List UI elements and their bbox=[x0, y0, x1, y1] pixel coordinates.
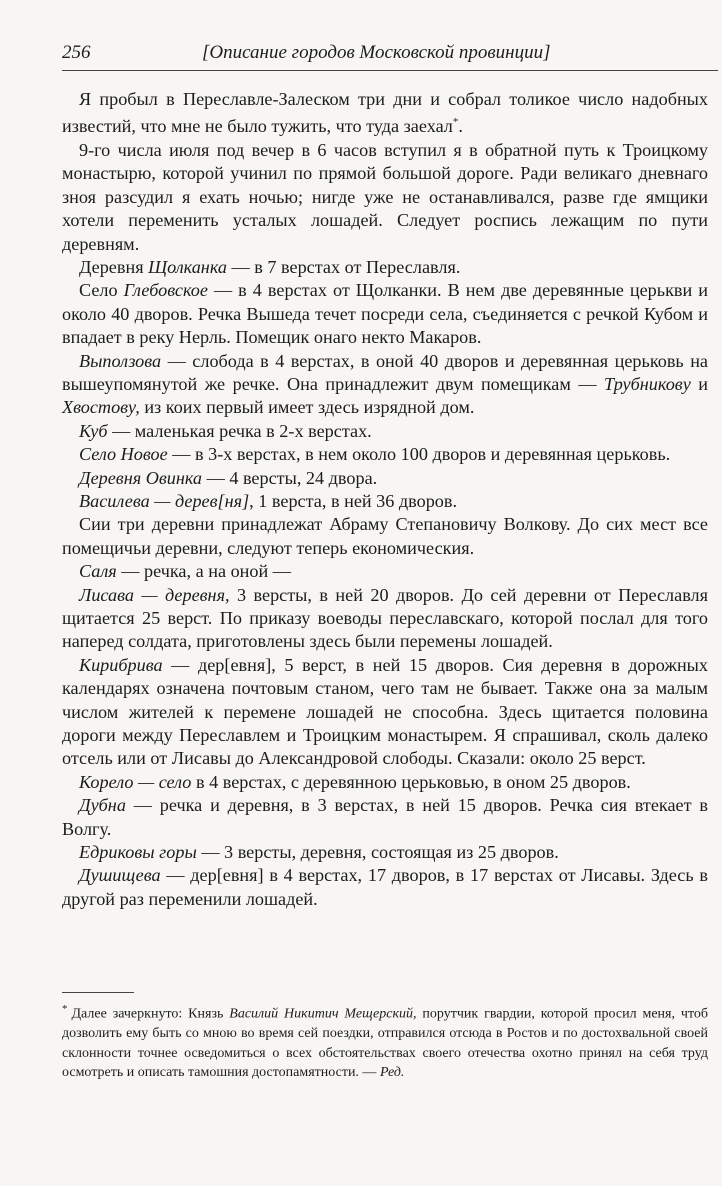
paragraph bbox=[62, 794, 708, 841]
running-title: [Описание городов Московской провинции] bbox=[202, 42, 551, 63]
text-run: Я пробыл в Переславле-Залеском три дни и собрал толикое число надобных известий, что мне не было тужить, что туда заехал bbox=[62, 89, 708, 137]
footnote-rule bbox=[62, 992, 134, 993]
paragraph bbox=[62, 279, 708, 349]
text-run: — слобода в 4 верстах, в оной 40 дворов и деревянная церьковь на вышеупомянутой же речке. Она принадлежит двум помещикам — bbox=[62, 350, 708, 394]
italic-text: Саля bbox=[79, 561, 117, 582]
italic-text: Лисава — деревня bbox=[79, 584, 226, 605]
italic-text: Куб bbox=[79, 420, 108, 441]
italic-text: Щолканка bbox=[148, 256, 227, 277]
text-run: и bbox=[690, 373, 708, 394]
text-run: — в 4 верстах от Щолканки. В нем две деревянные церькви и около 40 дворов. Речка Вышеда течет посреди села, съединяется с речкой Кубом и впадает в реку Нерль. Помещик онаго некто Макаров. bbox=[62, 280, 708, 348]
text-run: Деревня bbox=[79, 256, 149, 277]
text-run: — в 3-х верстах, в нем около 100 дворов и деревянная церьковь. bbox=[167, 444, 671, 465]
paragraph bbox=[62, 139, 708, 256]
paragraph bbox=[62, 256, 708, 279]
text-run: — маленькая речка в 2-х верстах. bbox=[107, 420, 372, 441]
italic-text: Выползова bbox=[79, 350, 162, 371]
page-header bbox=[62, 40, 718, 70]
footnote bbox=[62, 1000, 708, 1083]
text-run: , 1 верста, в ней 36 дворов. bbox=[249, 490, 458, 511]
paragraph bbox=[62, 864, 708, 911]
text-run: — речка, а на оной — bbox=[116, 561, 291, 582]
paragraph bbox=[62, 560, 708, 583]
italic-text: Трубникову bbox=[604, 373, 691, 394]
italic-text: Глебовское bbox=[123, 280, 208, 301]
text-run: . bbox=[458, 116, 463, 137]
footnote-marker: * bbox=[62, 1003, 68, 1015]
paragraph bbox=[62, 513, 708, 560]
paragraph bbox=[62, 490, 708, 513]
paragraph bbox=[62, 443, 708, 466]
italic-text: Душищева bbox=[79, 865, 161, 886]
text-run: Село bbox=[79, 280, 124, 301]
text-run: — дер[евня] в 4 верстах, 17 дворов, в 17 верстах от Лисавы. Здесь в другой раз переменили лошадей. bbox=[62, 865, 708, 909]
italic-text: Ред. bbox=[379, 1065, 405, 1081]
text-run: Сии три деревни принадлежат Абраму Степановичу Волкову. До сих мест все помещичьи деревни, следуют теперь економическия. bbox=[62, 514, 708, 558]
text-run: в 4 верстах, с деревянною церьковью, в оном 25 дворов. bbox=[191, 771, 631, 792]
text-run: 9-го числа июля под вечер в 6 часов вступил я в обратной путь к Троицкому монастырю, которой учинил по прямой большой дороге. Ради великаго дневнаго зноя разсудил я ехать ночью; нигде уже не останавливался, разве где ямщики хотели переменить усталых лошадей. Следует роспись лежащим по пути деревням. bbox=[62, 139, 708, 254]
text-run: — речка и деревня, в 3 верстах, в ней 15 дворов. Речка сия втекает в Волгу. bbox=[62, 795, 708, 839]
paragraph bbox=[62, 654, 708, 771]
text-run: Далее зачеркнуто: Князь bbox=[71, 1006, 230, 1022]
paragraph bbox=[62, 584, 708, 654]
text-run: — в 7 верстах от Переславля. bbox=[226, 256, 461, 277]
italic-text: Василева — дерев[ня] bbox=[79, 490, 250, 511]
paragraph bbox=[62, 467, 708, 490]
italic-text: Хвостову, bbox=[62, 397, 140, 418]
footnote-text bbox=[62, 1007, 708, 1081]
text-run: — 3 версты, деревня, состоящая из 25 дворов. bbox=[196, 842, 559, 863]
paragraph bbox=[62, 88, 708, 139]
paragraph bbox=[62, 841, 708, 864]
text-run: — 4 версты, 24 двора. bbox=[202, 467, 378, 488]
page-number: 256 bbox=[62, 42, 91, 63]
paragraph bbox=[62, 771, 708, 794]
text-run: из коих первый имеет здесь изрядной дом. bbox=[139, 397, 475, 418]
italic-text: Василий Никитич Мещерский bbox=[229, 1006, 413, 1022]
paragraph bbox=[62, 350, 708, 420]
italic-text: Корело — село bbox=[79, 771, 192, 792]
italic-text: Кирибрива bbox=[79, 654, 163, 675]
italic-text: Село Новое bbox=[79, 444, 168, 465]
text-run: , 3 версты, в ней 20 дворов. До сей деревни от Переславля щитается 25 верст. По приказу воеводы переславскаго, которой послал для того наперед солдата, приготовлены здесь были перемены лошадей. bbox=[62, 584, 708, 652]
italic-text: Деревня Овинка bbox=[79, 467, 203, 488]
text-run: — дер[евня], 5 верст, в ней 15 дворов. Сия деревня в дорожных календарях означена почтовым станом, чего там не бывает. Также она за малым числом жителей к перемене лошадей не способна. Здесь щитается половина дороги между Переславлем и Троицким монастырем. Я спрашивал, сколь далеко отсель или от Лисавы до Александровой слободы. Сказали: около 25 верст. bbox=[62, 654, 708, 769]
body-text bbox=[62, 88, 708, 911]
italic-text: Едриковы горы bbox=[79, 842, 197, 863]
text-run: , порутчик гвардии, которой просил меня, чтоб дозволить ему быть со мною во время сей поездки, отправился отсюда в Ростов и по достохвальной своей склонности точнее осведомиться о всех обстоятельствах своего отечества охотно принял на себя труд осмотреть и описать тамошния достопамятности. — bbox=[62, 1006, 708, 1081]
italic-text: Дубна bbox=[79, 795, 126, 816]
header-rule bbox=[62, 70, 718, 71]
paragraph bbox=[62, 420, 708, 443]
footnote-reference: * bbox=[452, 116, 459, 129]
